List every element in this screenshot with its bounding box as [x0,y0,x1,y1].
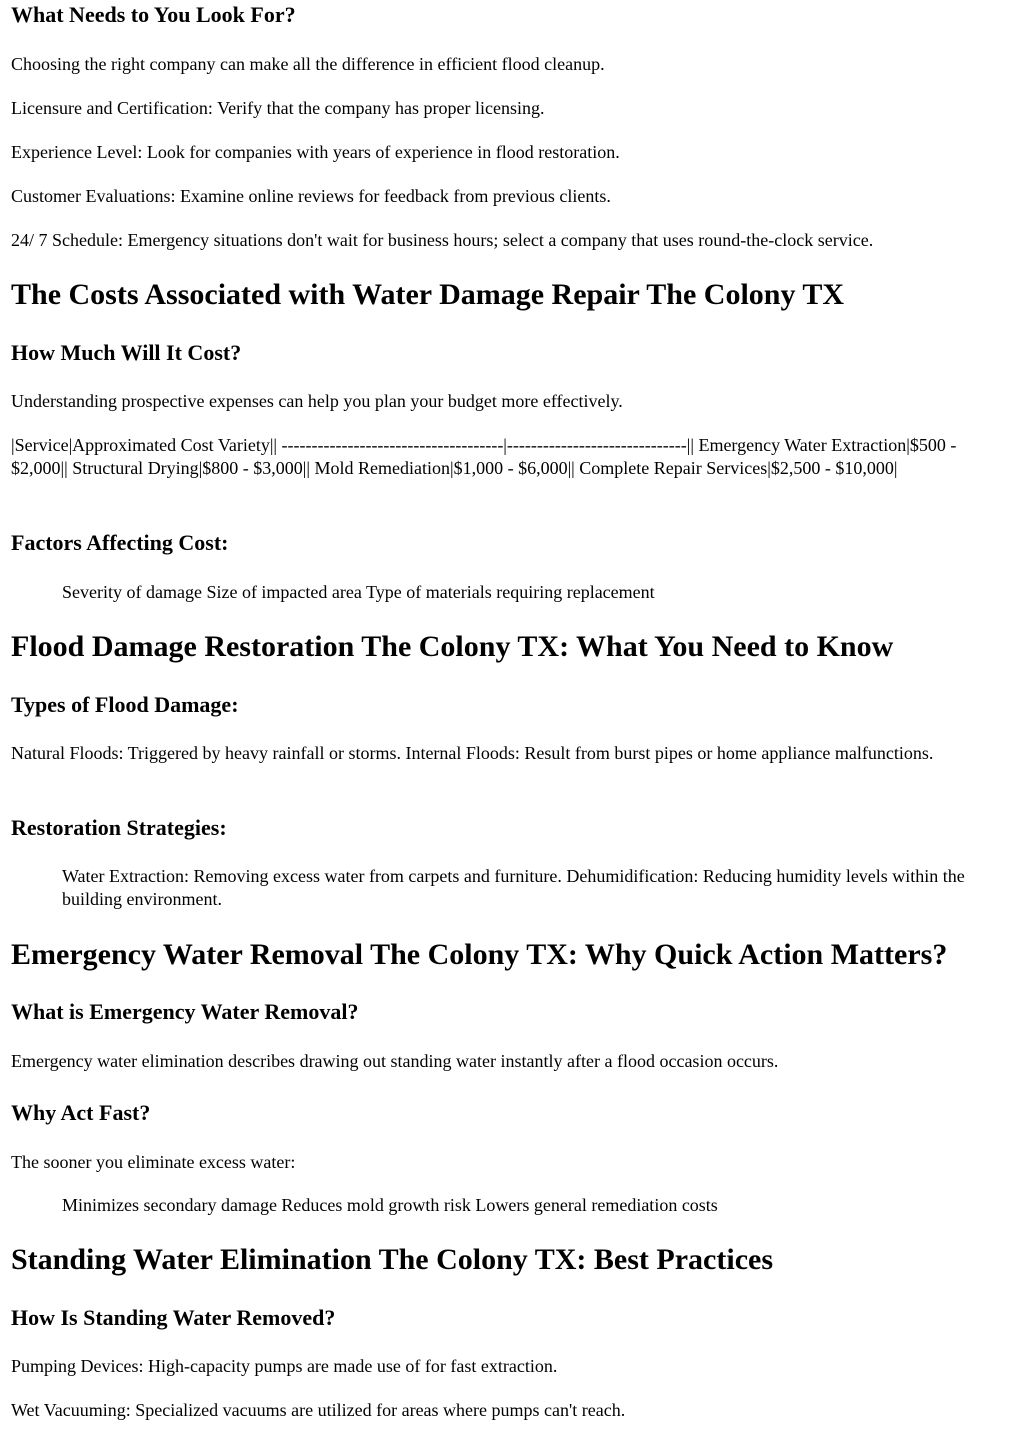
paragraph-types-flood: Natural Floods: Triggered by heavy rainfall or storms. Internal Floods: Result from burst pipes or home appliance malfunctions. [11,743,934,763]
subheading-restoration-strategies: Restoration Strategies: [11,815,227,840]
section-heading-emergency-removal: Emergency Water Removal The Colony TX: Why Quick Action Matters? [11,938,948,971]
paragraph-pumping-devices: Pumping Devices: High-capacity pumps are made use of for fast extraction. [11,1356,558,1376]
list-restoration-strategies: Water Extraction: Removing excess water from carpets and furniture. Dehumidification: Reducing humidity levels within the building environment. [62,866,965,909]
paragraph-sooner: The sooner you eliminate excess water: [11,1152,296,1172]
list-factors-cost: Severity of damage Size of impacted area Type of materials requiring replacement [62,582,655,602]
section-heading-standing-water: Standing Water Elimination The Colony TX: Best Practices [11,1243,773,1276]
paragraph-cost-table: |Service|Approximated Cost Variety|| -------------------------------------|------------------------------|| Emergency Water Extraction|$500 - $2,000|| Structural Drying|$800 - $3,000|| Mold Remediation|$1,000 - $6,000|| Complete Repair Services|$2,500 - $10,000| [11,435,957,478]
paragraph-licensure: Licensure and Certification: Verify that the company has proper licensing. [11,98,545,118]
list-act-fast-benefits: Minimizes secondary damage Reduces mold growth risk Lowers general remediation costs [62,1195,718,1215]
subheading-factors-cost: Factors Affecting Cost: [11,530,229,555]
paragraph-wet-vacuuming: Wet Vacuuming: Specialized vacuums are utilized for areas where pumps can't reach. [11,1400,626,1420]
paragraph-understanding-expenses: Understanding prospective expenses can help you plan your budget more effectively. [11,391,623,411]
subheading-types-flood: Types of Flood Damage: [11,692,239,717]
subheading-how-removed: How Is Standing Water Removed? [11,1305,336,1330]
subheading-why-act-fast: Why Act Fast? [11,1100,151,1125]
paragraph-removal-definition: Emergency water elimination describes drawing out standing water instantly after a flood occasion occurs. [11,1051,779,1071]
section-heading-what-to-look-for: What Needs to You Look For? [11,2,296,27]
paragraph-experience: Experience Level: Look for companies with years of experience in flood restoration. [11,142,620,162]
subheading-how-much: How Much Will It Cost? [11,340,242,365]
subheading-what-is-removal: What is Emergency Water Removal? [11,999,359,1024]
paragraph-customer-evaluations: Customer Evaluations: Examine online reviews for feedback from previous clients. [11,186,611,206]
section-heading-flood-restoration: Flood Damage Restoration The Colony TX: What You Need to Know [11,630,894,663]
paragraph-choosing-company: Choosing the right company can make all the difference in efficient flood cleanup. [11,54,605,74]
section-heading-costs: The Costs Associated with Water Damage Repair The Colony TX [11,278,845,311]
paragraph-schedule: 24/ 7 Schedule: Emergency situations don't wait for business hours; select a company that uses round-the-clock service. [11,230,874,250]
